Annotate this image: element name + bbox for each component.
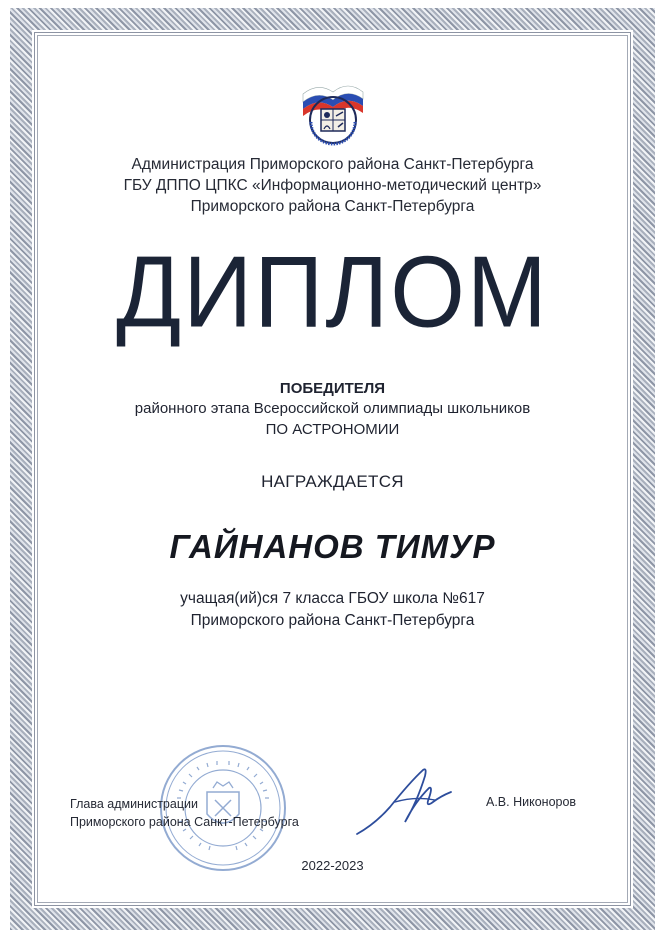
recipient-info — [0, 588, 665, 632]
issuer-line-3: Приморского района Санкт-Петербурга — [190, 198, 475, 215]
issuer-line-1: Администрация Приморского района Санкт-Петербурга — [131, 156, 534, 173]
award-subject: ПО АСТРОНОМИИ — [265, 421, 400, 438]
signatory-position — [70, 795, 299, 831]
award-winner-label: ПОБЕДИТЕЛЯ — [279, 380, 386, 397]
academic-year: 2022-2023 — [301, 858, 364, 873]
issuer-line-2: ГБУ ДППО ЦПКС «Информационно-методический центр» — [123, 177, 542, 194]
issuer-block — [0, 154, 665, 217]
recipient-info-line-1: учащая(ий)ся 7 класса ГБОУ школа №617 — [180, 590, 485, 607]
recipient-info-line-2: Приморского района Санкт-Петербурга — [190, 612, 475, 629]
diploma-title: ДИПЛОМ — [116, 236, 549, 349]
recipient-name: ГАЙНАНОВ ТИМУР — [169, 528, 496, 565]
signatory-name: А.В. Никоноров — [486, 795, 577, 809]
award-event-block — [0, 398, 665, 440]
handwritten-signature-icon — [355, 762, 455, 842]
award-stage: районного этапа Всероссийской олимпиады школьников — [134, 400, 531, 417]
signatory-position-line-2: Приморского района Санкт-Петербурга — [70, 815, 299, 829]
awarded-label: НАГРАЖДАЕТСЯ — [261, 472, 404, 491]
signatory-position-line-1: Глава администрации — [70, 797, 198, 811]
olympiad-emblem-icon — [293, 72, 373, 152]
